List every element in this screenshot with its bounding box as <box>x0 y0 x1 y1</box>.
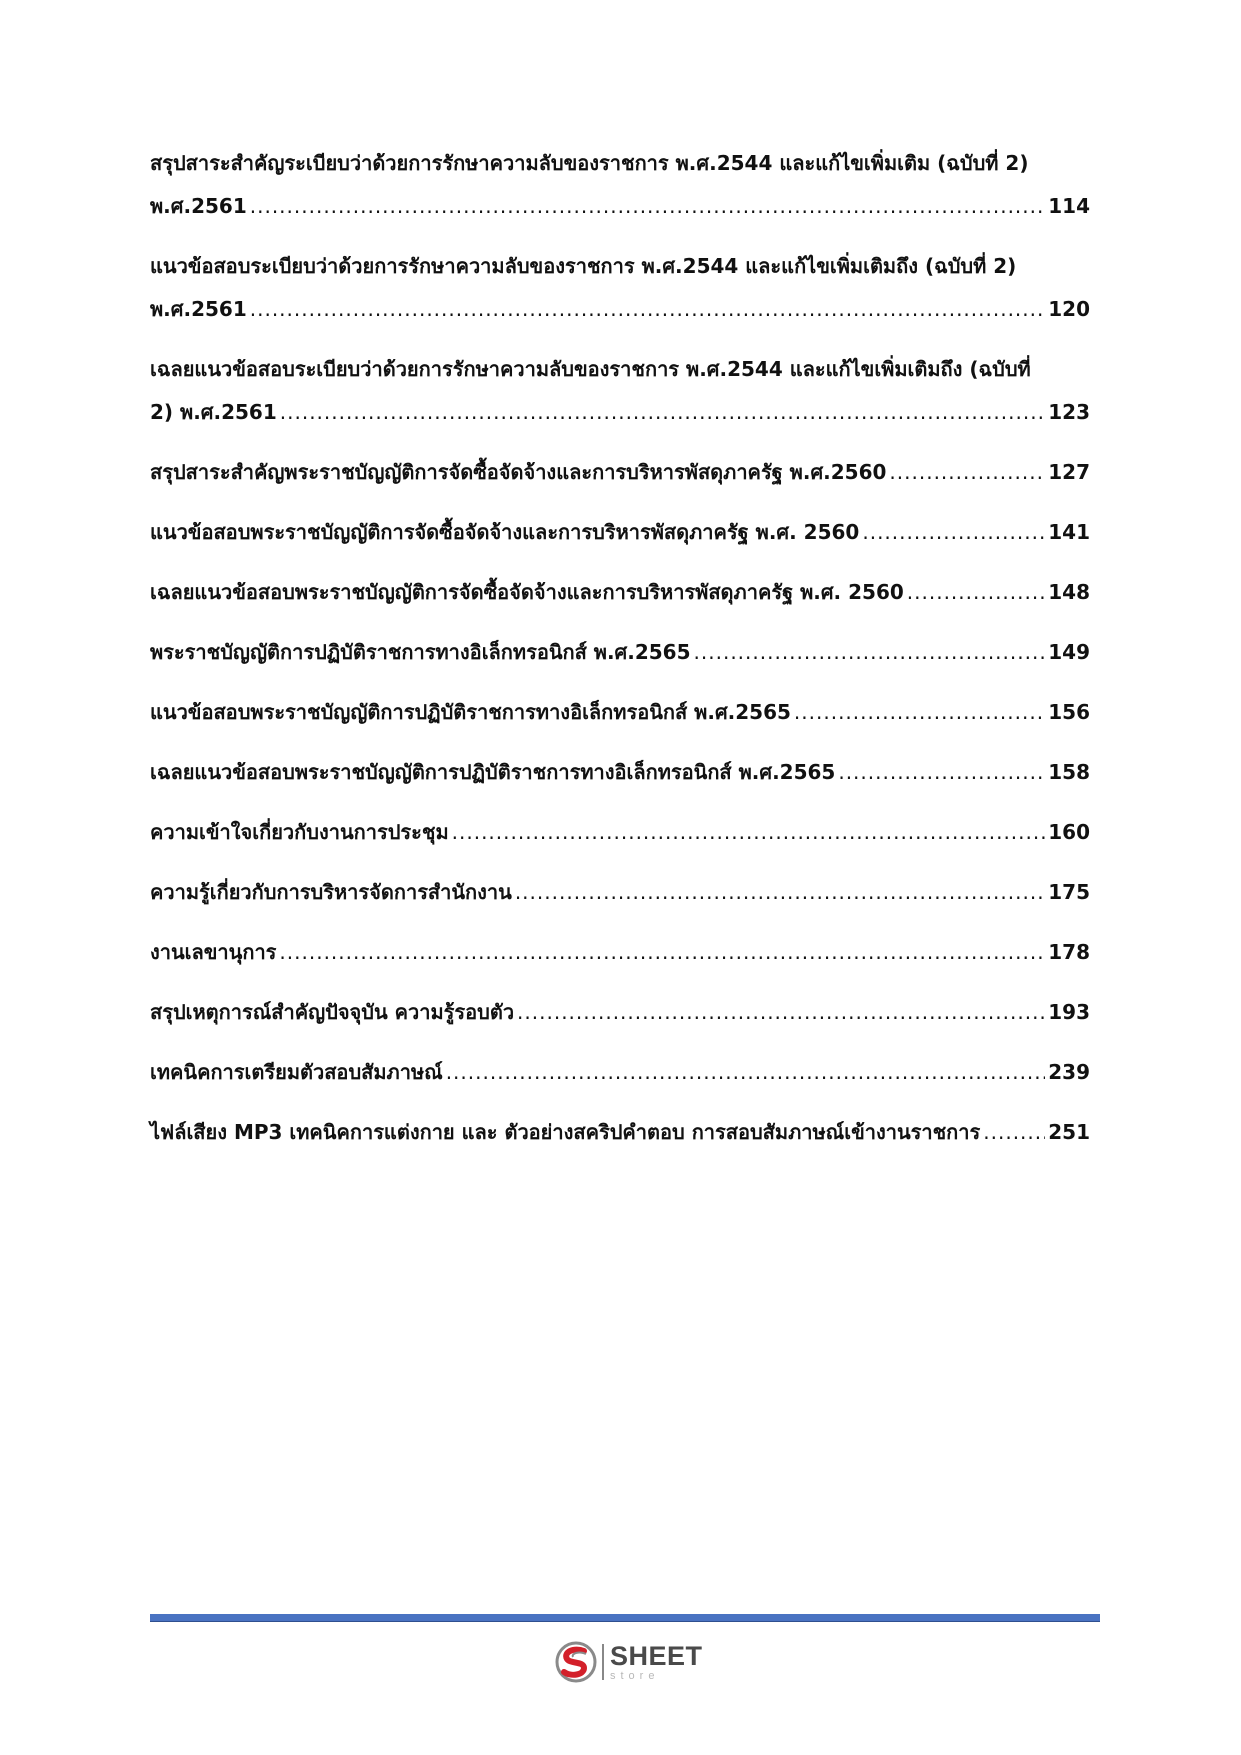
logo-subtitle: store <box>610 1669 660 1682</box>
toc-entry-page-number: 175 <box>1048 880 1090 904</box>
dot-leader <box>907 571 1045 614</box>
dot-leader <box>515 871 1045 914</box>
toc-entry[interactable] <box>150 348 1090 434</box>
toc-entry-page-number: 251 <box>1048 1120 1090 1144</box>
logo-wordmark: SHEET <box>610 1640 703 1671</box>
footer-divider <box>150 1614 1100 1622</box>
toc-entry-page-number: 156 <box>1048 700 1090 724</box>
table-of-contents <box>150 142 1090 1171</box>
toc-entry-title: เฉลยแนวข้อสอบพระราชบัญญัติการปฏิบัติราชการทางอิเล็กทรอนิกส์ พ.ศ.2565 <box>150 760 836 784</box>
toc-entry-page-number: 148 <box>1048 580 1090 604</box>
toc-entry-page-number: 158 <box>1048 760 1090 784</box>
dot-leader <box>517 991 1045 1034</box>
toc-entry-title: สรุปสาระสำคัญพระราชบัญญัติการจัดซื้อจัดจ้างและการบริหารพัสดุภาครัฐ พ.ศ.2560 <box>150 460 887 484</box>
toc-entry[interactable] <box>150 571 1090 614</box>
toc-entry-page-number: 123 <box>1048 400 1090 424</box>
dot-leader <box>446 1051 1046 1094</box>
dot-leader <box>279 931 1045 974</box>
dot-leader <box>250 288 1046 331</box>
dot-leader <box>250 185 1046 228</box>
toc-entry-title: พระราชบัญญัติการปฏิบัติราชการทางอิเล็กทรอนิกส์ พ.ศ.2565 <box>150 640 691 664</box>
toc-entry-page-number: 149 <box>1048 640 1090 664</box>
logo-text <box>610 1640 703 1682</box>
toc-entry[interactable] <box>150 931 1090 974</box>
toc-entry[interactable] <box>150 871 1090 914</box>
toc-entry-page-number: 239 <box>1048 1060 1090 1084</box>
toc-entry[interactable] <box>150 631 1090 674</box>
toc-entry[interactable] <box>150 451 1090 494</box>
toc-entry-title-line2: พ.ศ.2561 <box>150 297 247 321</box>
toc-entry-title: เฉลยแนวข้อสอบพระราชบัญญัติการจัดซื้อจัดจ้างและการบริหารพัสดุภาครัฐ พ.ศ. 2560 <box>150 580 904 604</box>
dot-leader <box>983 1111 1045 1154</box>
toc-entry-title-line1: เฉลยแนวข้อสอบระเบียบว่าด้วยการรักษาความลับของราชการ พ.ศ.2544 และแก้ไขเพิ่มเติมถึง (ฉบับที่ <box>150 357 1031 381</box>
toc-entry-title: งานเลขานุการ <box>150 940 277 964</box>
toc-entry[interactable] <box>150 142 1090 228</box>
dot-leader <box>452 811 1046 854</box>
toc-entry-page-number: 120 <box>1048 297 1090 321</box>
toc-entry-page-number: 160 <box>1048 820 1090 844</box>
toc-entry-page-number: 114 <box>1048 194 1090 218</box>
toc-entry-title: เทคนิคการเตรียมตัวสอบสัมภาษณ์ <box>150 1060 443 1084</box>
toc-entry[interactable] <box>150 245 1090 331</box>
toc-entry-title-line2: 2) พ.ศ.2561 <box>150 400 277 424</box>
toc-entry[interactable] <box>150 1051 1090 1094</box>
sheet-store-logo-mark-icon <box>554 1640 598 1684</box>
dot-leader <box>694 631 1046 674</box>
toc-entry-page-number: 141 <box>1048 520 1090 544</box>
toc-entry-page-number: 193 <box>1048 1000 1090 1024</box>
toc-entry-title: ความรู้เกี่ยวกับการบริหารจัดการสำนักงาน <box>150 880 512 904</box>
toc-entry-title-line1: แนวข้อสอบระเบียบว่าด้วยการรักษาความลับของราชการ พ.ศ.2544 และแก้ไขเพิ่มเติมถึง (ฉบับที่ 2) <box>150 254 1017 278</box>
toc-entry[interactable] <box>150 511 1090 554</box>
toc-entry-title-line2: พ.ศ.2561 <box>150 194 247 218</box>
toc-entry[interactable] <box>150 1111 1090 1154</box>
toc-entry-title: ความเข้าใจเกี่ยวกับงานการประชุม <box>150 820 449 844</box>
dot-leader <box>889 451 1045 494</box>
dot-leader <box>838 751 1045 794</box>
toc-entry-page-number: 127 <box>1048 460 1090 484</box>
toc-entry-title: สรุปเหตุการณ์สำคัญปัจจุบัน ความรู้รอบตัว <box>150 1000 515 1024</box>
toc-entry[interactable] <box>150 691 1090 734</box>
dot-leader <box>862 511 1045 554</box>
toc-entry[interactable] <box>150 811 1090 854</box>
dot-leader <box>280 391 1045 434</box>
toc-entry-title: แนวข้อสอบพระราชบัญญัติการปฏิบัติราชการทางอิเล็กทรอนิกส์ พ.ศ.2565 <box>150 700 791 724</box>
dot-leader <box>794 691 1045 734</box>
toc-entry-page-number: 178 <box>1048 940 1090 964</box>
toc-entry-title: ไฟล์เสียง MP3 เทคนิคการแต่งกาย และ ตัวอย่างสคริปคำตอบ การสอบสัมภาษณ์เข้างานราชการ <box>150 1120 981 1144</box>
toc-entry[interactable] <box>150 751 1090 794</box>
toc-entry[interactable] <box>150 991 1090 1034</box>
sheet-store-logo <box>554 1638 703 1686</box>
logo-divider <box>602 1644 604 1680</box>
toc-entry-title: แนวข้อสอบพระราชบัญญัติการจัดซื้อจัดจ้างและการบริหารพัสดุภาครัฐ พ.ศ. 2560 <box>150 520 860 544</box>
toc-entry-title-line1: สรุปสาระสำคัญระเบียบว่าด้วยการรักษาความลับของราชการ พ.ศ.2544 และแก้ไขเพิ่มเติม (ฉบับที่ 2) <box>150 151 1029 175</box>
